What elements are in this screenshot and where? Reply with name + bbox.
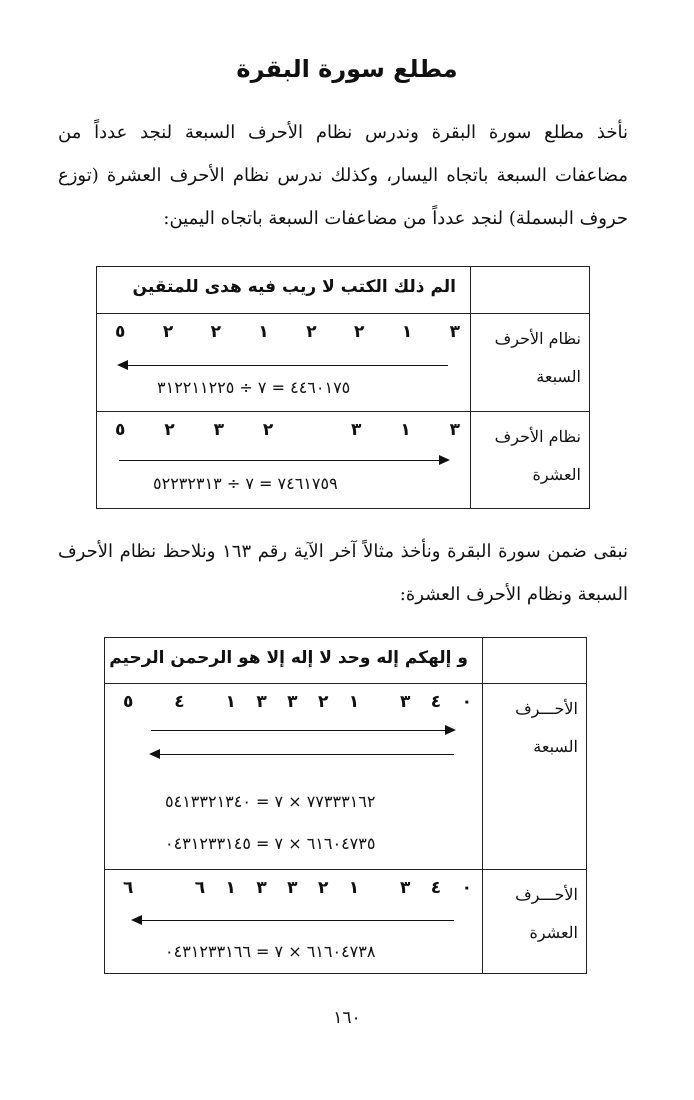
digit: ٣: [256, 878, 267, 898]
equation: ٧٤٦١٧٥٩ = ٧ ÷ ٥٢٢٣٢٣١٣: [153, 474, 338, 493]
digit: ٢: [317, 878, 329, 898]
digit: ٤: [430, 692, 442, 712]
digits-cell-ten: [105, 870, 483, 974]
table-verse-163: [104, 637, 587, 974]
digit: ٦: [123, 878, 134, 898]
digit: ٢: [210, 322, 222, 342]
digit: ٥: [115, 420, 126, 440]
digit: ٣: [449, 420, 460, 440]
arrow-right-icon: [119, 460, 448, 461]
digit: ٣: [351, 420, 362, 440]
digit: ٤: [430, 878, 442, 898]
digit: ٣: [256, 692, 267, 712]
digit: ٣: [213, 420, 224, 440]
digits-cell-seven: [97, 314, 471, 412]
digit: ٥: [123, 692, 134, 712]
arrow-right-icon: [151, 730, 454, 731]
row-label-line: نظام الأحرف: [494, 427, 581, 446]
digit-row: [123, 878, 472, 898]
digit: ٠: [461, 692, 472, 712]
digit: ٢: [354, 322, 365, 342]
sura-text: و إلهكم إله وحد لا إله إلا هو الرحمن الرحيم: [105, 638, 483, 684]
digit: ٠: [461, 878, 472, 898]
digit: ٣: [399, 878, 411, 898]
digit: ٦: [194, 878, 206, 898]
row-label-line: الأحـــرف: [515, 885, 578, 904]
row-label-line: السبعة: [533, 737, 578, 756]
row-label-ten: [483, 870, 587, 974]
digit-row: [115, 420, 460, 440]
digit: ٣: [449, 322, 460, 342]
row-label-seven: [471, 314, 590, 412]
digit: ٢: [306, 322, 317, 342]
digit: ١: [400, 420, 411, 440]
row-label-line: السبعة: [536, 367, 581, 386]
intro-paragraph: نأخذ مطلع سورة البقرة وندرس نظام الأحرف السبعة لنجد عدداً من مضاعفات السبعة باتجاه اليسار، وكذلك ندرس نظام الأحرف العشرة (توزع حروف البسملة) لنجد عدداً من مضاعفات السبعة باتجاه اليمين:: [58, 122, 628, 229]
digit: ٢: [262, 420, 274, 440]
digit-row: [115, 322, 460, 342]
header-empty-cell: [471, 267, 590, 314]
equation: ٤٤٦٠١٧٥ = ٧ ÷ ٣١٢٢١١٢٢٥: [157, 378, 351, 397]
sura-text: الم ذلك الكتب لا ريب فيه هدى للمتقين: [97, 267, 471, 314]
arrow-left-icon: [119, 365, 448, 366]
table-baqarah-opening: [96, 266, 590, 509]
digit: ٢: [317, 692, 329, 712]
digits-cell-ten: [97, 412, 471, 509]
arrow-left-icon: [151, 754, 454, 755]
row-label-line: الأحـــرف: [515, 699, 578, 718]
digit: ٣: [287, 692, 298, 712]
equation: ٦١٦٠٤٧٣٨ × ٧ = ٠٤٣١٢٣٣١٦٦: [165, 942, 376, 961]
digit: ٢: [164, 420, 175, 440]
header-empty-cell: [483, 638, 587, 684]
page-number: ١٦٠: [333, 1008, 361, 1028]
digit: ١: [225, 692, 236, 712]
digit: ١: [401, 322, 413, 342]
digit: ٣: [399, 692, 411, 712]
digits-cell-seven: [105, 684, 483, 870]
page-title: مطلع سورة البقرة: [236, 55, 458, 83]
digit: ١: [348, 692, 360, 712]
digit: ١: [225, 878, 236, 898]
digit: ٤: [174, 692, 185, 712]
digit: ١: [348, 878, 360, 898]
digit: ٢: [162, 322, 174, 342]
row-label-line: العشرة: [532, 465, 581, 484]
row-label-ten: [471, 412, 590, 509]
row-label-seven: [483, 684, 587, 870]
digit-row: [123, 692, 472, 712]
equation: ٦١٦٠٤٧٣٥ × ٧ = ٠٤٣١٢٣٣١٤٥: [165, 834, 376, 853]
digit: ١: [258, 322, 269, 342]
arrow-left-icon: [133, 920, 454, 921]
digit: ٥: [115, 322, 126, 342]
second-paragraph: نبقى ضمن سورة البقرة ونأخذ مثالاً آخر الآية رقم ١٦٣ ونلاحظ نظام الأحرف السبعة ونظام الأحرف العشرة:: [58, 541, 628, 605]
row-label-line: نظام الأحرف: [494, 329, 581, 348]
row-label-line: العشرة: [529, 923, 578, 942]
equation: ٧٧٣٣٣١٦٢ × ٧ = ٥٤١٣٣٢١٣٤٠: [165, 792, 376, 811]
digit: ٣: [287, 878, 298, 898]
